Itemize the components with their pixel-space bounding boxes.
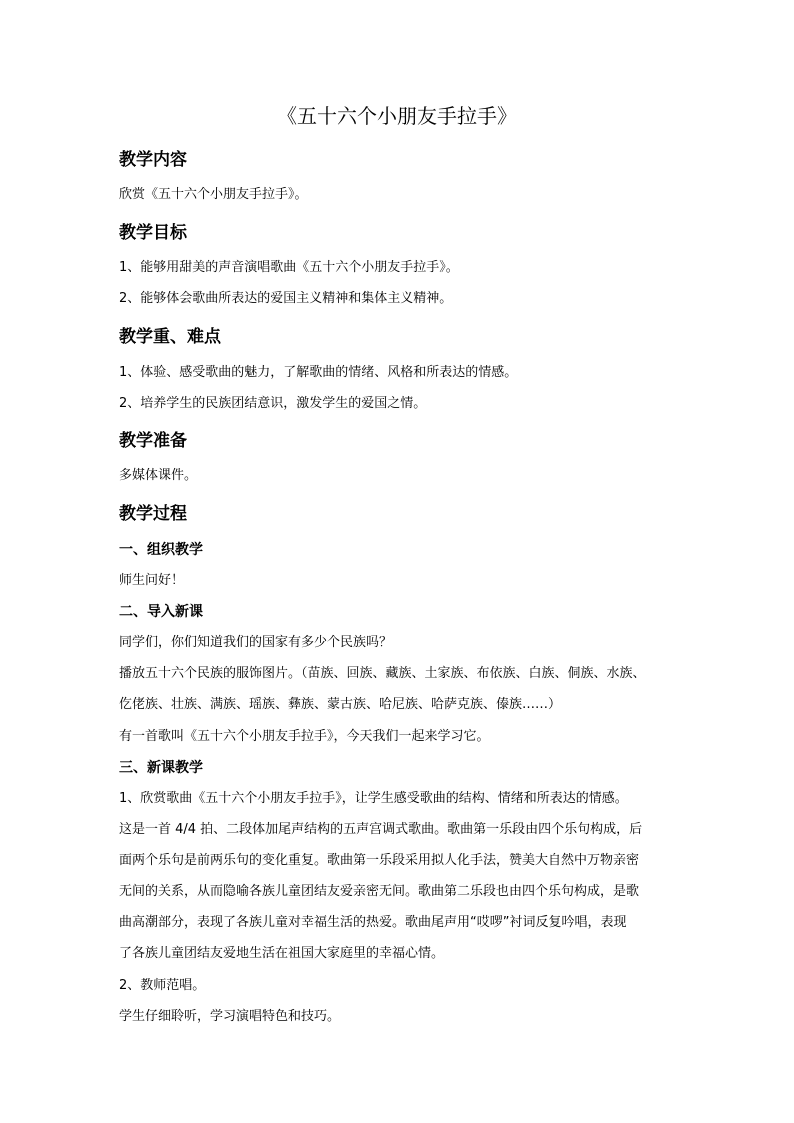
process-part2-heading: 二、导入新课 (119, 604, 203, 620)
process-part2-line2b: 仡佬族、壮族、满族、瑶族、彝族、蒙古族、哈尼族、哈萨克族、傣族……） (119, 697, 562, 712)
content-text: 欣赏《五十六个小朋友手拉手》。 (119, 187, 308, 202)
process-part3-paragraph (119, 820, 679, 975)
heading-key-points: 教学重、难点 (119, 327, 221, 347)
heading-goals: 教学目标 (119, 223, 187, 243)
preparation-text: 多媒体课件。 (119, 468, 198, 483)
paragraph-line: 无间的关系，从而隐喻各族儿童团结友爱亲密无间。歌曲第二乐段也由四个乐句构成，是歌 (119, 884, 640, 899)
process-part2-line2a: 播放五十六个民族的服饰图片。（苗族、回族、藏族、土家族、布依族、白族、侗族、水族、 (119, 666, 646, 681)
goal-item-2: 2、能够体会歌曲所表达的爱国主义精神和集体主义精神。 (119, 291, 453, 306)
paragraph-line: 曲高潮部分，表现了各族儿童对幸福生活的热爱。歌曲尾声用“哎啰”衬词反复吟唱，表现 (119, 915, 627, 930)
process-part1-heading: 一、组织教学 (119, 542, 203, 558)
document-title: 《五十六个小朋友手拉手》 (277, 104, 517, 128)
process-part2-line1: 同学们，你们知道我们的国家有多少个民族吗？ (119, 635, 393, 650)
heading-content: 教学内容 (119, 150, 187, 170)
process-part1-text: 师生问好！ (119, 573, 185, 588)
process-part3-item1: 1、欣赏歌曲《五十六个小朋友手拉手》，让学生感受歌曲的结构、情绪和所表达的情感。 (119, 791, 628, 806)
process-part3-item2-text: 学生仔细聆听，学习演唱特色和技巧。 (119, 1009, 341, 1024)
process-part3-heading: 三、新课教学 (119, 760, 203, 776)
paragraph-line: 这是一首 4/4 拍、二段体加尾声结构的五声宫调式歌曲。歌曲第一乐段由四个乐句构成，后 (119, 822, 643, 837)
key-point-item-1: 1、体验、感受歌曲的魅力，了解歌曲的情绪、风格和所表达的情感。 (119, 365, 518, 380)
paragraph-line: 了各族儿童团结友爱地生活在祖国大家庭里的幸福心情。 (119, 946, 445, 961)
heading-process: 教学过程 (119, 504, 187, 524)
process-part3-item2: 2、教师范唱。 (119, 978, 206, 993)
heading-preparation: 教学准备 (119, 431, 187, 451)
goal-item-1: 1、能够用甜美的声音演唱歌曲《五十六个小朋友手拉手》。 (119, 260, 459, 275)
key-point-item-2: 2、培养学生的民族团结意识，激发学生的爱国之情。 (119, 396, 427, 411)
paragraph-line: 面两个乐句是前两乐句的变化重复。歌曲第一乐段采用拟人化手法，赞美大自然中万物亲密 (119, 853, 640, 868)
process-part2-line3: 有一首歌叫《五十六个小朋友手拉手》，今天我们一起来学习它。 (119, 729, 490, 744)
